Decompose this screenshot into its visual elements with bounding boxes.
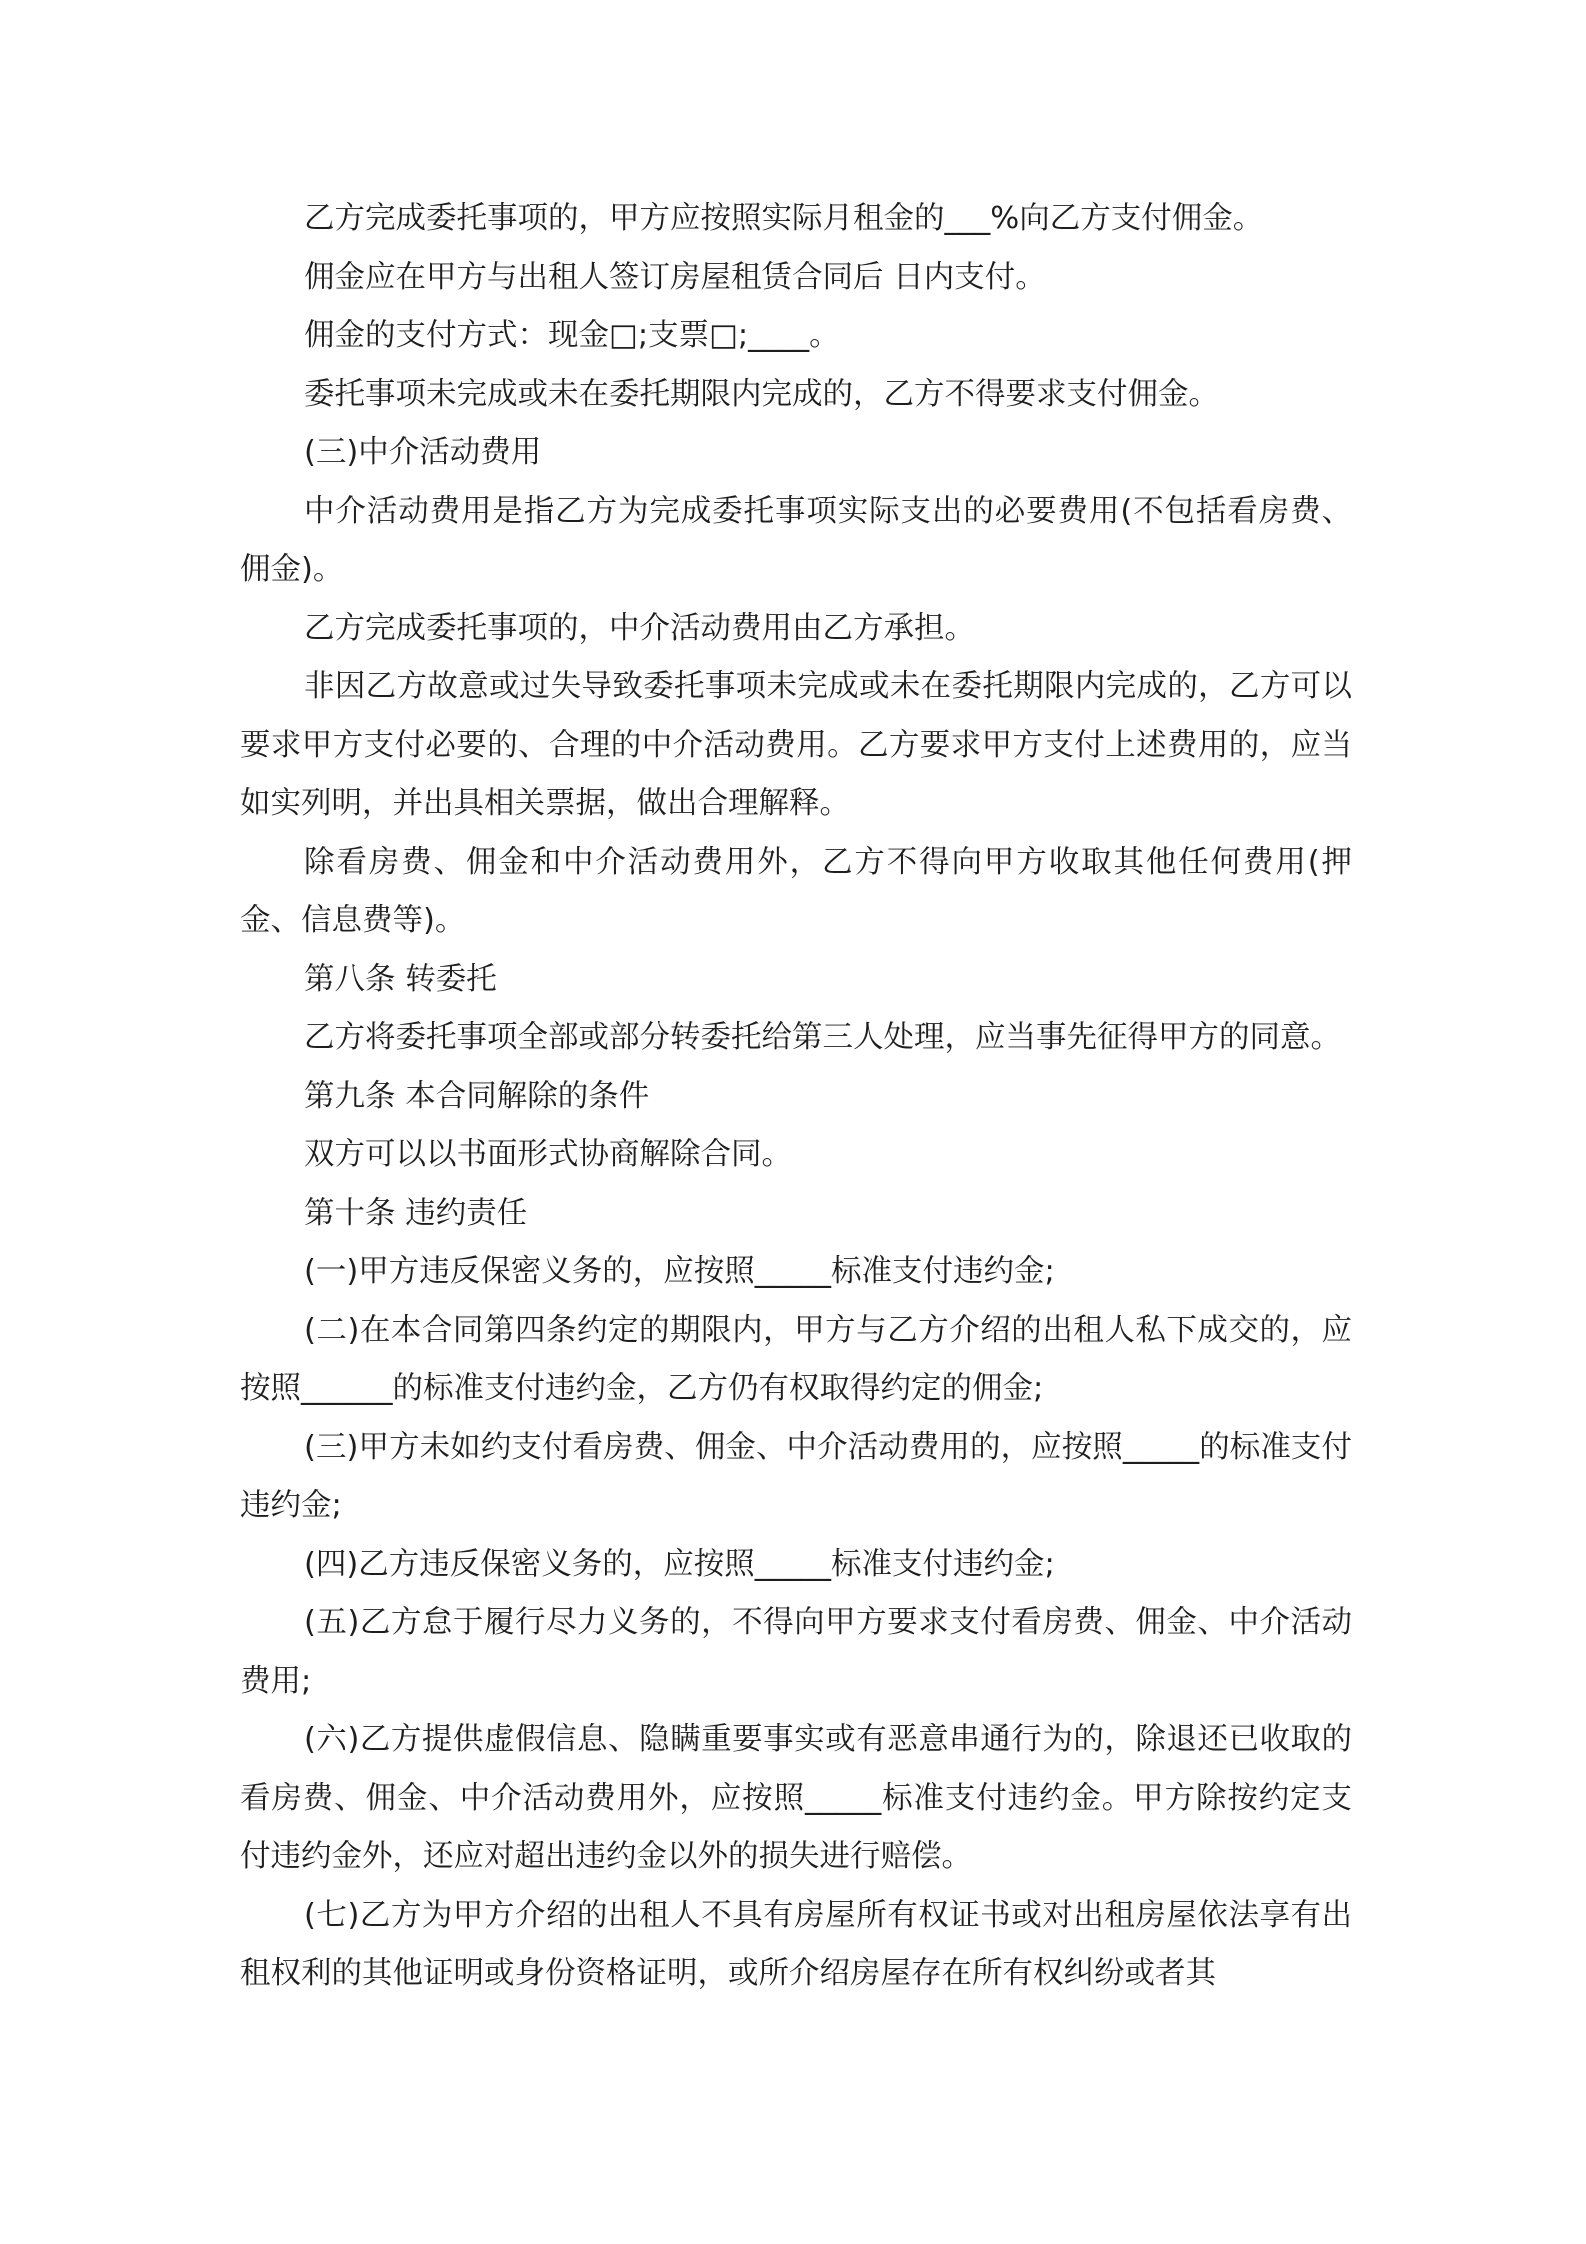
section-heading: (三)中介活动费用 bbox=[304, 435, 542, 470]
article-heading: 第八条 转委托 bbox=[304, 961, 497, 997]
list-item: (三)甲方未如约支付看房费、佣金、中介活动费用的，应按照_____的标准支付违约金; bbox=[240, 1429, 1352, 1523]
paragraph: 乙方完成委托事项的，中介活动费用由乙方承担。 bbox=[304, 610, 975, 646]
list-item: (四)乙方违反保密义务的，应按照_____标准支付违约金; bbox=[304, 1546, 1055, 1582]
list-item: (七)乙方为甲方介绍的出租人不具有房屋所有权证书或对出租房屋依法享有出租权利的其他证明或身份资格证明，或所介绍房屋存在所有权纠纷或者其 bbox=[240, 1897, 1352, 1991]
paragraph: 双方可以以书面形式协商解除合同。 bbox=[304, 1137, 792, 1172]
list-item: (一)甲方违反保密义务的，应按照_____标准支付违约金; bbox=[304, 1254, 1055, 1289]
paragraph: 中介活动费用是指乙方为完成委托事项实际支出的必要费用(不包括看房费、佣金)。 bbox=[240, 493, 1352, 587]
list-item: (二)在本合同第四条约定的期限内，甲方与乙方介绍的出租人私下成交的，应按照______的标准支付违约金，乙方仍有权取得约定的佣金; bbox=[240, 1312, 1352, 1406]
paragraph: 佣金的支付方式：现金□;支票□;____。 bbox=[304, 318, 840, 353]
article-heading: 第九条 本合同解除的条件 bbox=[304, 1078, 650, 1114]
paragraph: 佣金应在甲方与出租人签订房屋租赁合同后 日内支付。 bbox=[304, 259, 1046, 295]
article-heading: 第十条 违约责任 bbox=[304, 1195, 528, 1231]
paragraph: 乙方完成委托事项的，甲方应按照实际月租金的___%向乙方支付佣金。 bbox=[304, 201, 1264, 236]
list-item: (五)乙方怠于履行尽力义务的，不得向甲方要求支付看房费、佣金、中介活动费用; bbox=[240, 1605, 1352, 1699]
paragraph: 委托事项未完成或未在委托期限内完成的，乙方不得要求支付佣金。 bbox=[304, 376, 1219, 412]
paragraph: 除看房费、佣金和中介活动费用外，乙方不得向甲方收取其他任何费用(押金、信息费等)。 bbox=[240, 844, 1352, 938]
document-page bbox=[240, 190, 1352, 2004]
paragraph: 非因乙方故意或过失导致委托事项未完成或未在委托期限内完成的，乙方可以要求甲方支付必要的、合理的中介活动费用。乙方要求甲方支付上述费用的，应当如实列明，并出具相关票据，做出合理解释。 bbox=[240, 669, 1352, 821]
paragraph: 乙方将委托事项全部或部分转委托给第三人处理，应当事先征得甲方的同意。 bbox=[304, 1020, 1341, 1055]
list-item: (六)乙方提供虚假信息、隐瞒重要事实或有恶意串通行为的，除退还已收取的看房费、佣金、中介活动费用外，应按照_____标准支付违约金。甲方除按约定支付违约金外，还应对超出违约金以外的损失进行赔偿。 bbox=[240, 1722, 1352, 1874]
